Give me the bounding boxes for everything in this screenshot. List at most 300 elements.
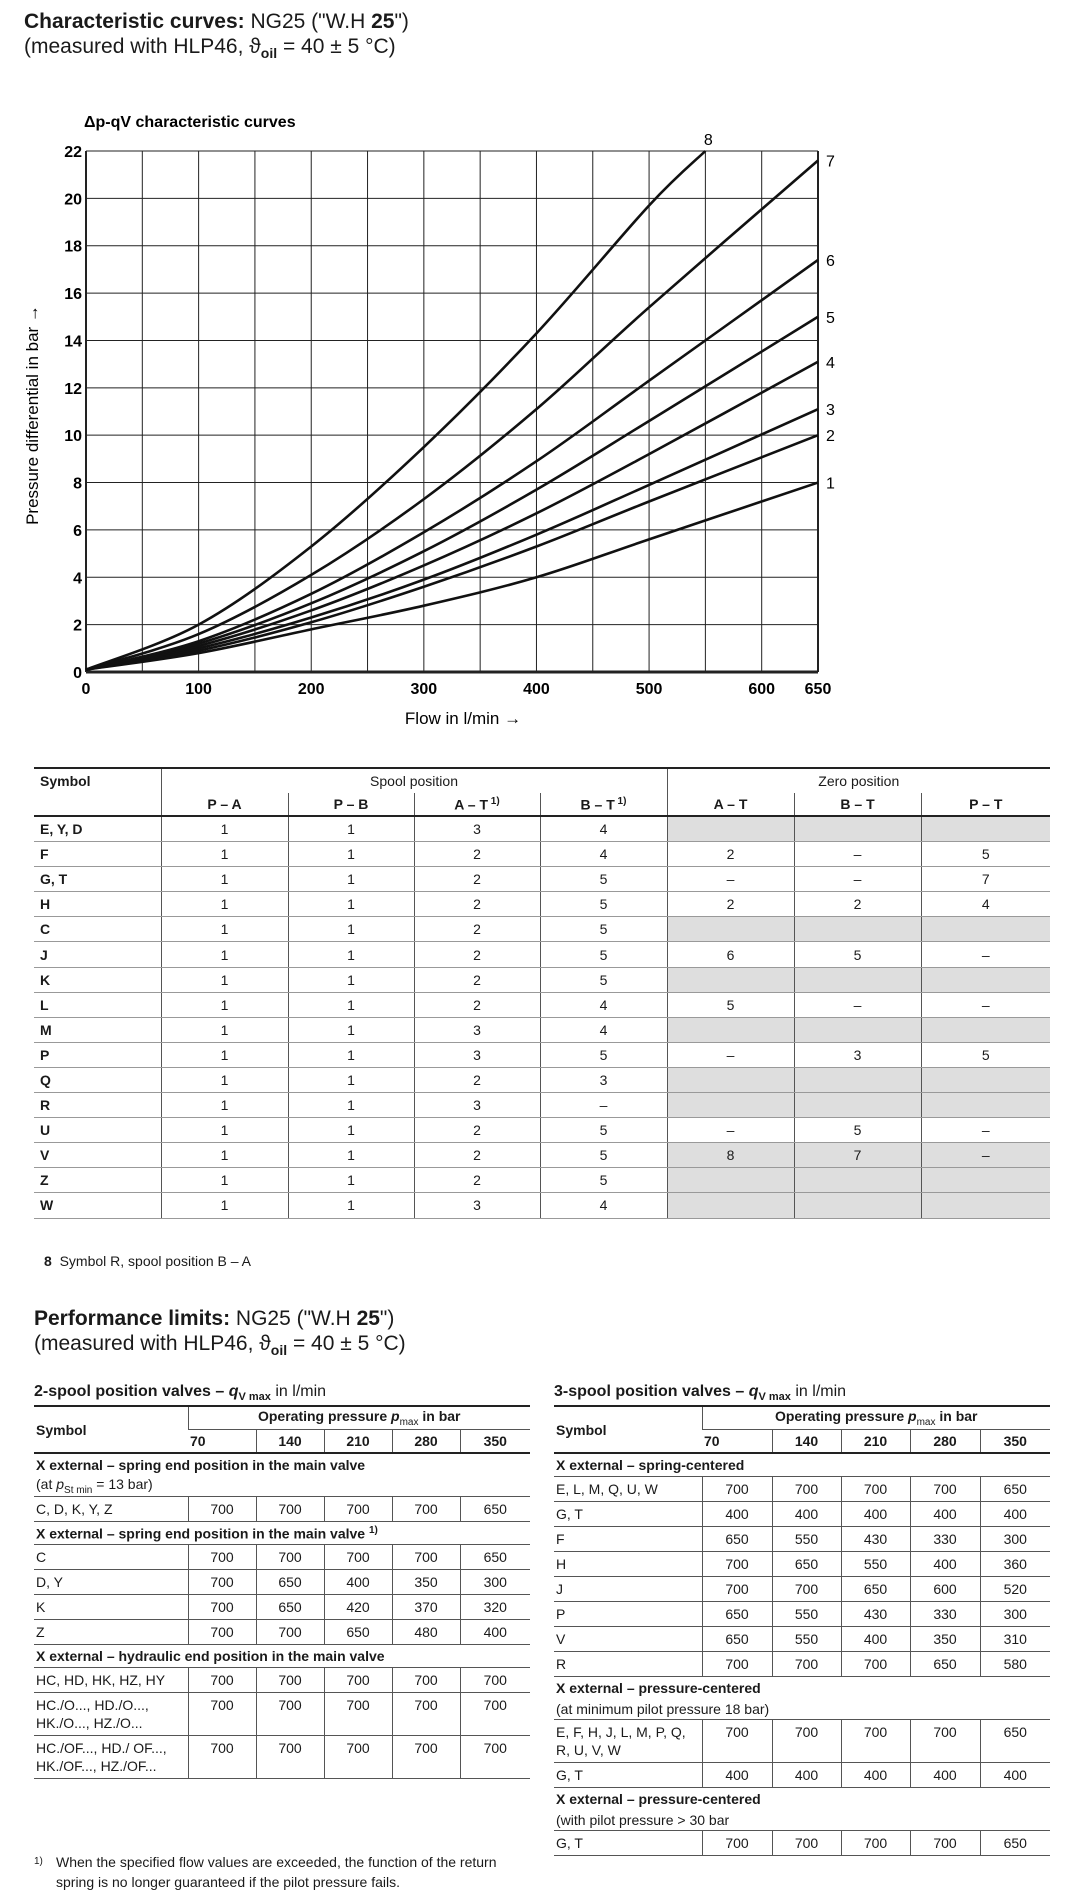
perf-row (34, 1497, 530, 1522)
row-value: 1 (161, 992, 288, 1017)
value-cell: 650 (980, 1720, 1050, 1763)
row-value: 2 (414, 1067, 540, 1092)
value-cell: 600 (910, 1577, 980, 1602)
row-value: 4 (540, 992, 667, 1017)
value-cell: 700 (188, 1668, 256, 1693)
row-value (794, 816, 921, 842)
spool-table-row (34, 816, 1050, 842)
row-symbol: U (34, 1118, 161, 1143)
section-sub-row (554, 1699, 1050, 1720)
series-label-2: 2 (826, 428, 835, 446)
y-tick-label: 14 (64, 333, 82, 351)
value-cell: 700 (188, 1736, 256, 1779)
value-cell: 700 (188, 1693, 256, 1736)
section-sub: (at minimum pilot pressure 18 bar) (554, 1699, 1050, 1720)
row-value: 2 (414, 1143, 540, 1168)
row-value: – (921, 1118, 1050, 1143)
row-value: – (794, 842, 921, 867)
perf-row (554, 1577, 1050, 1602)
row-value: 2 (414, 867, 540, 892)
value-cell: 650 (980, 1831, 1050, 1856)
value-cell: 700 (188, 1497, 256, 1522)
subtitle-sub: oil (260, 45, 278, 62)
row-value: 1 (288, 1193, 414, 1218)
row-value: – (921, 1143, 1050, 1168)
row-value: 1 (288, 1093, 414, 1118)
value-cell: 400 (980, 1763, 1050, 1788)
symbol-cell: D, Y (34, 1570, 188, 1595)
perf-title-bold: Performance limits: (34, 1307, 231, 1330)
value-cell: 300 (460, 1570, 530, 1595)
value-cell: 700 (702, 1577, 772, 1602)
row-value (794, 917, 921, 942)
value-cell: 700 (256, 1497, 324, 1522)
row-value: 1 (288, 942, 414, 967)
row-value: 2 (414, 892, 540, 917)
value-cell: 400 (910, 1763, 980, 1788)
spool-table-row (34, 1017, 1050, 1042)
row-value (667, 1017, 794, 1042)
section-title: X external – spring end position in the main valve (36, 1457, 366, 1473)
value-cell: 480 (392, 1620, 460, 1645)
value-cell: 550 (772, 1627, 841, 1652)
t3-cap-q: q (744, 1383, 759, 1400)
symbol-cell: C (34, 1545, 188, 1570)
perf-row (34, 1668, 530, 1693)
value-cell: 400 (772, 1502, 841, 1527)
spool-table-row (34, 842, 1050, 867)
t3-cap-sub: V max (758, 1391, 791, 1404)
perf-title (34, 1307, 394, 1331)
row-value: 1 (161, 1118, 288, 1143)
value-cell: 650 (460, 1497, 530, 1522)
series-line-8 (86, 151, 705, 670)
value-cell: 300 (980, 1602, 1050, 1627)
pressure-col-header: 280 (392, 1430, 460, 1454)
value-cell: 700 (910, 1477, 980, 1502)
spool-col-header: P – A (161, 793, 288, 816)
row-value (794, 1017, 921, 1042)
title-rest: NG25 ("W.H (244, 10, 372, 33)
series-label-1: 1 (826, 475, 835, 493)
perf-row (554, 1602, 1050, 1627)
y-tick-label: 20 (64, 191, 82, 209)
note-8 (44, 1251, 251, 1271)
row-value: 4 (540, 842, 667, 867)
row-value (667, 967, 794, 992)
spool-col-header: P – T (921, 793, 1050, 816)
symbol-cell: Z (34, 1620, 188, 1645)
row-value: 1 (161, 1193, 288, 1218)
row-value: 3 (414, 1093, 540, 1118)
row-value: 1 (288, 1017, 414, 1042)
row-value: 1 (288, 1143, 414, 1168)
section-title-row (554, 1788, 1050, 1811)
row-value: 1 (288, 1042, 414, 1067)
row-value (794, 967, 921, 992)
value-cell: 310 (980, 1627, 1050, 1652)
y-tick-label: 12 (64, 380, 82, 398)
row-value: 2 (414, 992, 540, 1017)
spool-col-header: A – T (667, 793, 794, 816)
value-cell: 700 (256, 1668, 324, 1693)
row-value (921, 1193, 1050, 1218)
row-value: 1 (288, 917, 414, 942)
y-tick-label: 16 (64, 286, 82, 304)
pressure-col-header: 70 (188, 1430, 256, 1454)
row-value: 1 (161, 1168, 288, 1193)
row-value: 5 (540, 942, 667, 967)
characteristic-curves-chart (0, 0, 1076, 740)
perf-row (34, 1570, 530, 1595)
row-value: 7 (794, 1143, 921, 1168)
value-cell: 700 (841, 1831, 910, 1856)
series-label-8: 8 (703, 132, 713, 149)
row-value (667, 1193, 794, 1218)
row-value: – (667, 1042, 794, 1067)
row-value: 4 (540, 1193, 667, 1218)
footnote-1-mark: 1) (34, 1856, 43, 1867)
row-value: 3 (794, 1042, 921, 1067)
row-value: 1 (161, 1042, 288, 1067)
row-value: 2 (414, 967, 540, 992)
row-value: 1 (288, 1168, 414, 1193)
spool-table-row (34, 1193, 1050, 1218)
y-tick-label: 8 (73, 475, 82, 493)
row-value: 5 (540, 1118, 667, 1143)
spool-table-header-cols (34, 793, 1050, 816)
value-cell: 400 (702, 1502, 772, 1527)
row-value (921, 967, 1050, 992)
x-tick-label: 650 (804, 681, 832, 698)
section-title-row (34, 1453, 530, 1476)
row-value: 7 (921, 867, 1050, 892)
row-symbol: Z (34, 1168, 161, 1193)
value-cell: 650 (324, 1620, 392, 1645)
spool-table-body (34, 816, 1050, 1218)
value-cell: 650 (772, 1552, 841, 1577)
value-cell: 360 (980, 1552, 1050, 1577)
series-line-6 (86, 260, 818, 670)
value-cell: 700 (460, 1736, 530, 1779)
value-cell: 650 (841, 1577, 910, 1602)
pressure-col-header: 350 (980, 1430, 1050, 1454)
y-tick-label: 22 (64, 144, 82, 161)
value-cell: 700 (841, 1720, 910, 1763)
perf-row (34, 1620, 530, 1645)
row-value: 1 (161, 1143, 288, 1168)
row-symbol: J (34, 942, 161, 967)
row-value: – (540, 1093, 667, 1118)
value-cell: 550 (841, 1552, 910, 1577)
row-value: 5 (921, 1042, 1050, 1067)
table3-caption (554, 1383, 846, 1403)
value-cell: 400 (772, 1763, 841, 1788)
row-value: 1 (288, 967, 414, 992)
spool-table-row (34, 867, 1050, 892)
row-symbol: W (34, 1193, 161, 1218)
value-cell: 700 (702, 1477, 772, 1502)
value-cell: 700 (702, 1652, 772, 1677)
row-value (921, 816, 1050, 842)
row-value: 5 (667, 992, 794, 1017)
pressure-col-header: 70 (702, 1430, 772, 1454)
value-cell: 700 (188, 1570, 256, 1595)
x-tick-label: 100 (185, 681, 212, 698)
op-pressure-header: Operating pressure $p_{max}$ in bar (188, 1406, 530, 1430)
perf-header-row (554, 1406, 1050, 1430)
row-value: 1 (161, 842, 288, 867)
note-8-text: Symbol R, spool position B – A (59, 1253, 252, 1269)
col-symbol: Symbol (34, 768, 161, 793)
pressure-col-header: 280 (910, 1430, 980, 1454)
row-symbol: H (34, 892, 161, 917)
perf-row (34, 1595, 530, 1620)
row-symbol: L (34, 992, 161, 1017)
value-cell: 520 (980, 1577, 1050, 1602)
perf-header-row (34, 1406, 530, 1430)
row-value: 1 (288, 842, 414, 867)
section-sub: (at $p_{St min} = 13$ bar) (34, 1476, 530, 1497)
series-label-3: 3 (826, 402, 835, 420)
row-value: 3 (414, 816, 540, 842)
value-cell: 700 (460, 1668, 530, 1693)
row-symbol: C (34, 917, 161, 942)
row-value: 8 (667, 1143, 794, 1168)
y-tick-label: 2 (73, 617, 82, 635)
row-value: 1 (288, 867, 414, 892)
value-cell: 700 (392, 1736, 460, 1779)
row-value: 5 (540, 1168, 667, 1193)
symbol-cell: G, T (554, 1831, 702, 1856)
row-value: – (667, 1118, 794, 1143)
value-cell: 700 (188, 1620, 256, 1645)
series-line-7 (86, 160, 818, 669)
row-value: 1 (288, 1118, 414, 1143)
value-cell: 430 (841, 1602, 910, 1627)
spool-col-header: B – T (794, 793, 921, 816)
row-value: 1 (288, 992, 414, 1017)
op-pressure-header: Operating pressure $p_{max}$ in bar (702, 1406, 1050, 1430)
value-cell: 700 (910, 1831, 980, 1856)
section-title-row (34, 1522, 530, 1545)
row-symbol: P (34, 1042, 161, 1067)
row-value: 2 (667, 842, 794, 867)
row-value: 1 (288, 892, 414, 917)
value-cell: 700 (324, 1545, 392, 1570)
spool-table-row (34, 917, 1050, 942)
value-cell: 700 (324, 1736, 392, 1779)
symbol-cell: P (554, 1602, 702, 1627)
value-cell: 700 (772, 1652, 841, 1677)
row-value: 5 (540, 867, 667, 892)
pressure-col-header: 350 (460, 1430, 530, 1454)
perf-title-end: ") (379, 1307, 395, 1330)
value-cell: 700 (841, 1652, 910, 1677)
row-value (921, 1067, 1050, 1092)
row-value (667, 1067, 794, 1092)
row-value (667, 1168, 794, 1193)
symbol-cell: V (554, 1627, 702, 1652)
row-value: – (667, 867, 794, 892)
row-value: 2 (794, 892, 921, 917)
value-cell: 650 (702, 1602, 772, 1627)
title-bold: Characteristic curves: (24, 10, 245, 33)
symbol-cell: G, T (554, 1763, 702, 1788)
row-value (794, 1093, 921, 1118)
row-value (667, 917, 794, 942)
row-value: 2 (414, 942, 540, 967)
x-tick-label: 400 (523, 681, 550, 698)
subtitle-pre: (measured with HLP46, ϑ (24, 35, 261, 58)
row-value: 1 (161, 917, 288, 942)
symbol-cell: R (554, 1652, 702, 1677)
pressure-col-header: 140 (772, 1430, 841, 1454)
row-value: 5 (921, 842, 1050, 867)
row-value: 5 (540, 1042, 667, 1067)
subtitle-post: = 40 ± 5 °C) (277, 35, 396, 58)
symbol-cell: E, L, M, Q, U, W (554, 1477, 702, 1502)
perf-title-rest: NG25 ("W.H (230, 1307, 357, 1330)
row-value (921, 917, 1050, 942)
row-value (794, 1193, 921, 1218)
x-tick-label: 600 (748, 681, 776, 698)
row-value (921, 1168, 1050, 1193)
pressure-col-header: 210 (324, 1430, 392, 1454)
value-cell: 700 (324, 1693, 392, 1736)
row-value: 5 (794, 942, 921, 967)
row-value: 3 (540, 1067, 667, 1092)
row-value: 4 (921, 892, 1050, 917)
section-title: X external – spring end position in the main valve $^{1)}$ (34, 1522, 530, 1545)
value-cell: 700 (256, 1545, 324, 1570)
value-cell: 700 (188, 1595, 256, 1620)
pressure-col-header: 210 (841, 1430, 910, 1454)
spool-table-row (34, 1067, 1050, 1092)
row-symbol: G, T (34, 867, 161, 892)
row-symbol: R (34, 1093, 161, 1118)
value-cell: 330 (910, 1527, 980, 1552)
perf-row (554, 1763, 1050, 1788)
table-2-spool (34, 1405, 530, 1779)
spool-table-row (34, 892, 1050, 917)
value-cell: 350 (392, 1570, 460, 1595)
chart-ticks (64, 144, 831, 698)
perf-row (554, 1477, 1050, 1502)
pressure-col-header: 140 (256, 1430, 324, 1454)
row-symbol: K (34, 967, 161, 992)
row-value: 5 (794, 1118, 921, 1143)
value-cell: 700 (324, 1668, 392, 1693)
section-sub-row (554, 1810, 1050, 1831)
x-tick-label: 300 (410, 681, 438, 698)
value-cell: 700 (256, 1620, 324, 1645)
spool-table-row (34, 992, 1050, 1017)
value-cell: 300 (980, 1527, 1050, 1552)
value-cell: 700 (256, 1736, 324, 1779)
row-value: – (921, 942, 1050, 967)
t2-cap-sub: V max (238, 1391, 271, 1404)
value-cell: 700 (256, 1693, 324, 1736)
spool-col-header: B – T $^{1)}$ (540, 793, 667, 816)
value-cell: 700 (392, 1497, 460, 1522)
value-cell: 700 (702, 1831, 772, 1856)
perf-subtitle (34, 1332, 406, 1362)
value-cell: 420 (324, 1595, 392, 1620)
value-cell: 650 (256, 1570, 324, 1595)
table-3-spool (554, 1405, 1050, 1856)
x-axis-label: Flow in l/min → (404, 709, 522, 728)
row-value: 5 (540, 1143, 667, 1168)
value-cell: 700 (460, 1693, 530, 1736)
row-value: 1 (288, 1067, 414, 1092)
symbol-header: Symbol (554, 1406, 702, 1453)
symbol-cell: K (34, 1595, 188, 1620)
value-cell: 400 (841, 1763, 910, 1788)
value-cell: 370 (392, 1595, 460, 1620)
value-cell: 430 (841, 1527, 910, 1552)
y-tick-label: 10 (64, 428, 82, 446)
row-symbol: E, Y, D (34, 816, 161, 842)
value-cell: 700 (772, 1477, 841, 1502)
section-title-row (34, 1645, 530, 1668)
row-value: 1 (161, 867, 288, 892)
y-tick-label: 0 (73, 665, 82, 682)
value-cell: 650 (256, 1595, 324, 1620)
row-value (667, 1093, 794, 1118)
series-label-7: 7 (826, 153, 835, 171)
section-title: X external – hydraulic end position in the main valve (34, 1645, 530, 1668)
perf-row (554, 1552, 1050, 1577)
row-value (794, 1067, 921, 1092)
spool-col-header: A – T $^{1)}$ (414, 793, 540, 816)
row-value: 1 (161, 1093, 288, 1118)
perf-subtitle-post: = 40 ± 5 °C) (287, 1332, 406, 1355)
spool-table-row (34, 1042, 1050, 1067)
value-cell: 400 (910, 1552, 980, 1577)
chart-title: Δp-qV characteristic curves (84, 114, 296, 131)
row-symbol: Q (34, 1067, 161, 1092)
footnote-1 (34, 1852, 534, 1890)
value-cell: 330 (910, 1602, 980, 1627)
value-cell: 700 (324, 1497, 392, 1522)
value-cell: 400 (702, 1763, 772, 1788)
symbol-cell: C, D, K, Y, Z (34, 1497, 188, 1522)
row-value: 3 (414, 1042, 540, 1067)
value-cell: 650 (460, 1545, 530, 1570)
row-value: 3 (414, 1017, 540, 1042)
symbol-cell: G, T (554, 1502, 702, 1527)
value-cell: 650 (980, 1477, 1050, 1502)
value-cell: 700 (188, 1545, 256, 1570)
perf-row (554, 1652, 1050, 1677)
value-cell: 700 (772, 1577, 841, 1602)
row-value: 2 (667, 892, 794, 917)
t3-cap-bold: 3-spool position valves – (554, 1383, 745, 1400)
row-value (921, 1093, 1050, 1118)
value-cell: 700 (910, 1720, 980, 1763)
y-tick-label: 18 (64, 238, 82, 256)
spool-table-header-group (34, 768, 1050, 793)
value-cell: 580 (980, 1652, 1050, 1677)
row-value: 2 (414, 842, 540, 867)
symbol-cell: HC, HD, HK, HZ, HY (34, 1668, 188, 1693)
spool-table-row (34, 1168, 1050, 1193)
value-cell: 320 (460, 1595, 530, 1620)
row-value: 5 (540, 967, 667, 992)
section-sub-row (34, 1476, 530, 1497)
section-title-row (554, 1677, 1050, 1700)
